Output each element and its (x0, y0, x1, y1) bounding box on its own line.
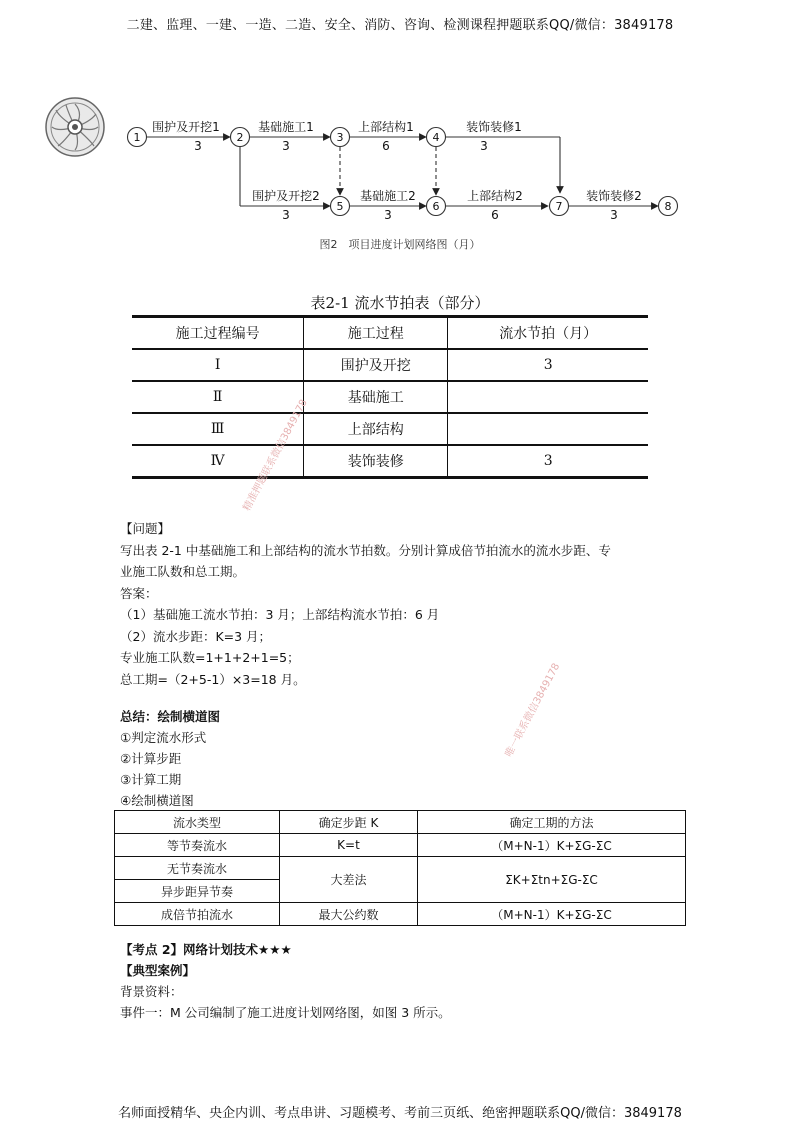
activity-name: 上部结构2 (467, 189, 523, 203)
answer-line: 专业施工队数=1+1+2+1=5； (120, 650, 300, 665)
summary-step: ③计算工期 (120, 772, 182, 787)
question-text: 业施工队数和总工期。 (120, 564, 246, 579)
question-heading: 【问题】 (120, 521, 171, 536)
activity-duration: 3 (610, 208, 618, 222)
activity-name: 基础施工2 (360, 189, 416, 203)
table-header-cell: 流水节拍（月） (499, 326, 598, 342)
page-footer: 名师面授精华、央企内训、考点串讲、习题模考、考前三页纸、绝密押题联系QQ/微信：3849178 (118, 1106, 682, 1121)
activity-duration: 3 (480, 139, 488, 153)
table-cell: 异步距异节奏 (115, 880, 280, 903)
watermark: 唯一联系微信3849178 (503, 661, 563, 760)
answer-label: 答案： (120, 585, 158, 601)
node-label: 5 (336, 200, 344, 213)
activity-duration: 3 (194, 139, 202, 153)
table-cell: （M+N-1）K+ΣG-ΣC (418, 903, 686, 926)
table-cell: 大差法 (280, 857, 418, 903)
table-header-row (115, 811, 686, 834)
table-row (132, 445, 648, 478)
table-cell: ΣK+Σtn+ΣG-ΣC (418, 857, 686, 903)
summary-step: ④绘制横道图 (120, 793, 194, 808)
question-section (120, 518, 700, 690)
table-header-cell: 施工过程 (304, 317, 448, 350)
table-cell: 成倍节拍流水 (115, 903, 280, 926)
activity-name: 围护及开挖1 (152, 120, 220, 134)
table-header-row (132, 317, 648, 350)
answer-line: （1）基础施工流水节拍：3 月；上部结构流水节拍：6 月 (120, 607, 440, 622)
figure-caption: 图2 项目进度计划网络图（月） (319, 238, 481, 251)
activity-duration: 3 (384, 208, 392, 222)
flow-type-table (114, 810, 686, 926)
table-row (132, 413, 648, 445)
table-cell: 装饰装修 (304, 445, 448, 478)
table-cell: 上部结构 (304, 413, 448, 445)
table-header-cell: 确定工期的方法 (418, 811, 686, 834)
activity-duration: 3 (282, 139, 290, 153)
table-row (132, 349, 648, 381)
beat-table (132, 315, 648, 479)
activity-name: 上部结构1 (358, 120, 414, 134)
table-cell: 围护及开挖 (304, 349, 448, 381)
table-row (132, 381, 648, 413)
node-label: 4 (432, 131, 440, 144)
table-cell (448, 381, 648, 413)
activity-name: 围护及开挖2 (252, 189, 320, 203)
summary-step: ②计算步距 (120, 751, 182, 766)
table-cell: Ⅲ (210, 421, 225, 437)
node-label: 6 (432, 200, 440, 213)
table-cell: Ⅰ (214, 357, 221, 373)
table-row (115, 857, 686, 880)
network-diagram (120, 112, 700, 224)
watermark: 精准押题联系微信3849178 (241, 397, 310, 514)
table-cell: K=t (280, 834, 418, 857)
table-header-cell: 施工过程编号 (175, 326, 260, 342)
table-row (115, 834, 686, 857)
table-cell: Ⅳ (210, 453, 225, 469)
activity-name: 装饰装修1 (466, 120, 522, 134)
node-label: 7 (555, 200, 563, 213)
table-cell: 无节奏流水 (115, 857, 280, 880)
summary-step: ①判定流水形式 (120, 730, 207, 745)
answer-line: （2）流水步距：K=3 月； (120, 628, 272, 644)
table-row (115, 903, 686, 926)
table-cell: 最大公约数 (280, 903, 418, 926)
node-label: 2 (236, 131, 244, 144)
table-cell: Ⅱ (212, 389, 223, 405)
section-heading: 【典型案例】 (120, 963, 196, 978)
activity-name: 装饰装修2 (586, 189, 642, 203)
table-cell: 3 (543, 453, 553, 469)
node-label: 3 (336, 131, 344, 144)
answer-line: 总工期=（2+5-1）×3=18 月。 (120, 671, 306, 687)
question-text: 写出表 2-1 中基础施工和上部结构的流水节拍数。分别计算成倍节拍流水的流水步距、专 (120, 542, 611, 558)
activity-duration: 6 (491, 208, 499, 222)
activity-duration: 3 (282, 208, 290, 222)
case-text: 事件一：M 公司编制了施工进度计划网络图，如图 3 所示。 (120, 1005, 451, 1020)
table-cell: 等节奏流水 (115, 834, 280, 857)
table-cell: 基础施工 (304, 381, 448, 413)
case-section (120, 939, 700, 1023)
ornamental-seal-logo (44, 96, 106, 158)
activity-duration: 6 (382, 139, 390, 153)
table1-title: 表2-1 流水节拍表（部分） (310, 294, 490, 312)
section-heading: 【考点 2】网络计划技术★★★ (120, 942, 292, 957)
table-header-cell: 确定步距 K (280, 811, 418, 834)
table-header-cell: 流水类型 (115, 811, 280, 834)
node-label: 8 (664, 200, 672, 213)
summary-title: 总结：绘制横道图 (120, 709, 221, 724)
table-cell: （M+N-1）K+ΣG-ΣC (418, 834, 686, 857)
node-label: 1 (133, 131, 141, 144)
activity-name: 基础施工1 (258, 120, 314, 134)
table-cell (448, 413, 648, 445)
summary-section (120, 706, 680, 811)
page-header: 二建、监理、一建、一造、二造、安全、消防、咨询、检测课程押题联系QQ/微信：3849178 (126, 18, 674, 33)
case-text: 背景资料： (120, 984, 183, 999)
table-cell: 3 (543, 357, 553, 373)
